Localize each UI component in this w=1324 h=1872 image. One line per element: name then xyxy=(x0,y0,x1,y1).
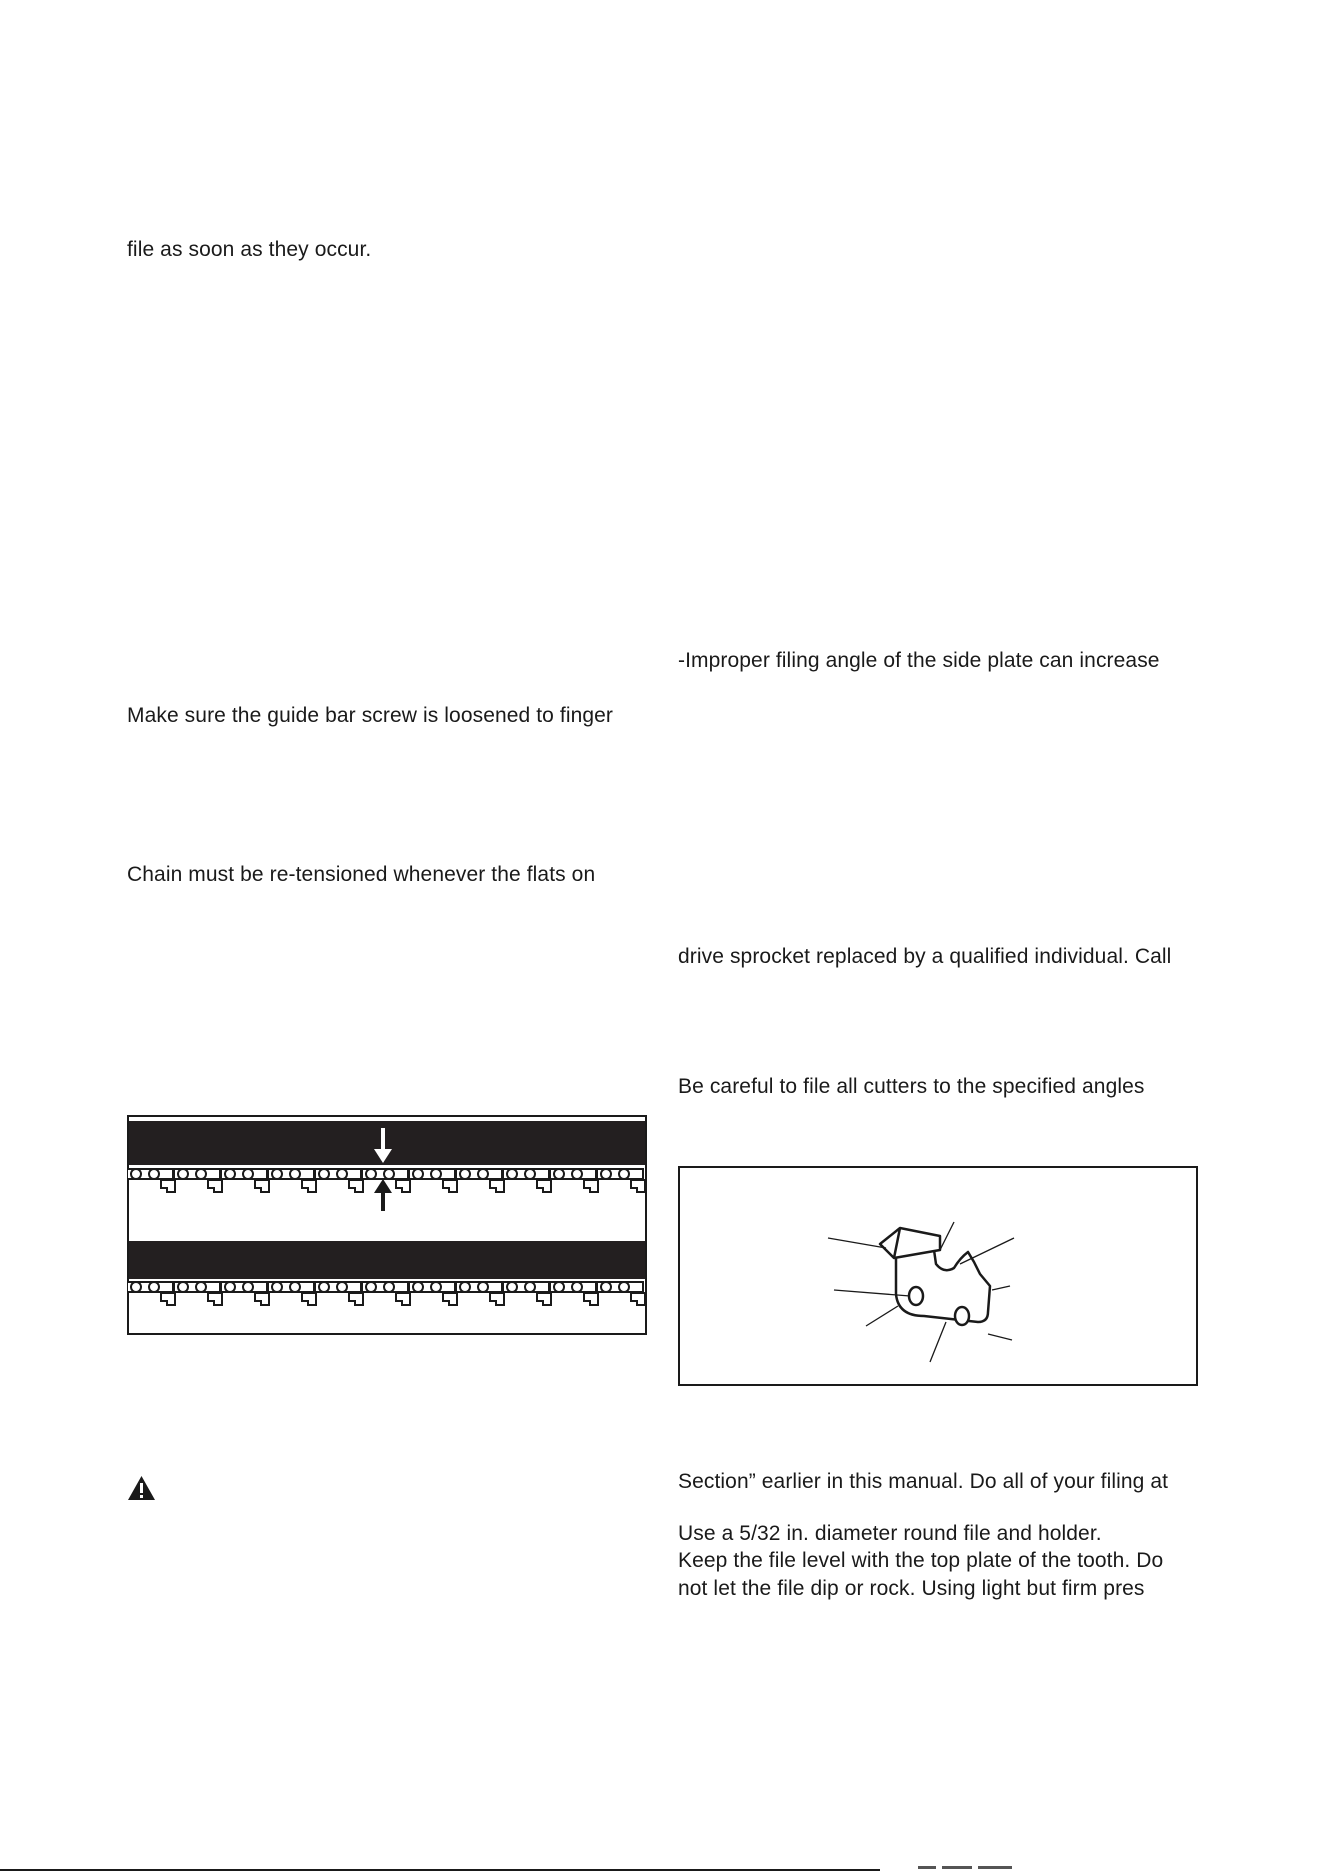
paragraph-guide-bar-screw: Make sure the guide bar screw is loosened to finger xyxy=(127,704,614,727)
paragraph-chain-retension: Chain must be re-tensioned whenever the flats on xyxy=(127,863,596,886)
cutter-tooth-figure xyxy=(678,1166,1198,1386)
footer-rule xyxy=(0,1869,880,1871)
warning-triangle-icon xyxy=(127,1475,156,1501)
paragraph-section-earlier: Section” earlier in this manual. Do all of your filing at xyxy=(678,1470,1169,1493)
paragraph-no-dip-rock: not let the file dip or rock. Using light but firm pres xyxy=(678,1577,1145,1600)
paragraph-drive-sprocket: drive sprocket replaced by a qualified individual. Call xyxy=(678,945,1172,968)
footer-mark xyxy=(918,1866,1040,1872)
paragraph-keep-file-level: Keep the file level with the top plate of the tooth. Do xyxy=(678,1549,1164,1572)
chain-tension-figure xyxy=(127,1115,647,1335)
paragraph-file-as-soon: file as soon as they occur. xyxy=(127,238,372,261)
paragraph-careful-file: Be careful to file all cutters to the specified angles xyxy=(678,1075,1145,1098)
paragraph-round-file: Use a 5/32 in. diameter round file and holder. xyxy=(678,1522,1102,1545)
paragraph-improper-filing-angle: -Improper filing angle of the side plate can increase xyxy=(678,649,1160,672)
